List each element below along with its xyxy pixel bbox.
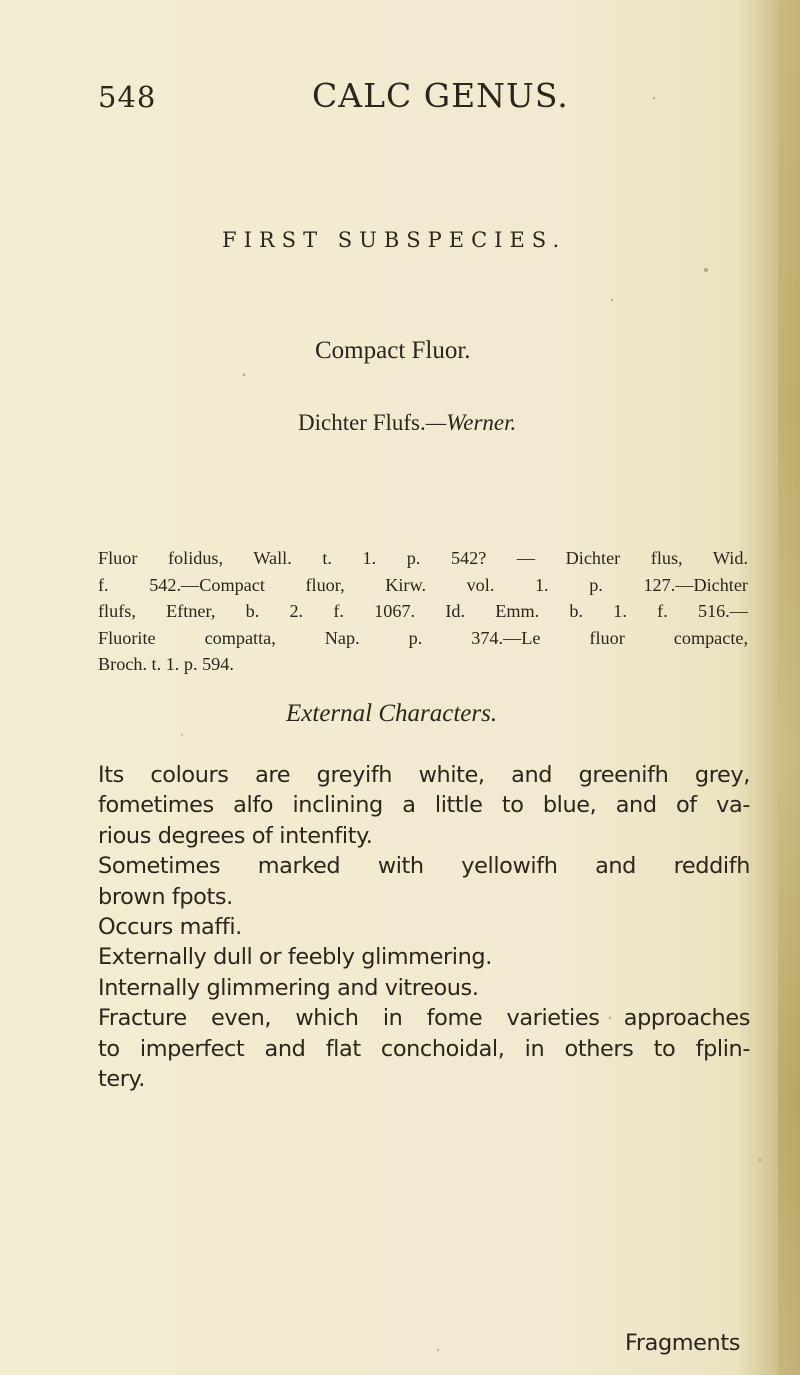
species-name: Compact Fluor. (315, 337, 471, 364)
running-head: CALC GENUS. (312, 76, 569, 115)
synonymy-line: Fluor folidus, Wall. t. 1. p. 542? — Dichter flus, Wid. (98, 548, 748, 568)
page-header (0, 72, 800, 122)
body-text (98, 760, 750, 1094)
body-line: Fracture even, which in fome varieties approaches (98, 1005, 750, 1032)
body-line: fometimes alfo inclining a little to blue, and of va- (98, 792, 750, 819)
body-line: Externally dull or feebly glimmering. (98, 944, 492, 971)
body-line: Occurs maffi. (98, 914, 242, 941)
synonymy-paragraph (98, 545, 748, 678)
synonymy-line: Fluorite compatta, Nap. p. 374.—Le fluor compacte, (98, 627, 748, 648)
body-line: Internally glimmering and vitreous. (98, 974, 479, 1001)
catchword: Fragments (624, 1330, 740, 1356)
body-line: to imperfect and flat conchoidal, in others to fplin- (98, 1035, 750, 1062)
body-line: brown fpots. (98, 883, 233, 910)
german-name (298, 410, 516, 436)
body-line: Sometimes marked with yellowifh and reddifh (98, 853, 750, 880)
page-number: 548 (98, 80, 157, 114)
page-edge-stain (778, 0, 800, 1375)
synonymy-line: flufs, Eftner, b. 2. f. 1067. Id. Emm. b. 1. f. 516.— (98, 601, 748, 621)
german-name-authority: —Werner. (425, 410, 517, 435)
body-line: rious degrees of intenfity. (98, 822, 373, 849)
section-title: External Characters. (286, 700, 498, 727)
synonymy-line: Broch. t. 1. p. 594. (98, 654, 234, 674)
body-line: tery. (98, 1066, 145, 1093)
body-line: Its colours are greyifh white, and greenifh grey, (98, 762, 750, 788)
synonymy-line: f. 542.—Compact fluor, Kirw. vol. 1. p. 127.—Dichter (98, 574, 748, 595)
subspecies-heading: FIRST SUBSPECIES. (222, 228, 567, 252)
german-name-text: Dichter Flufs. (298, 410, 426, 435)
